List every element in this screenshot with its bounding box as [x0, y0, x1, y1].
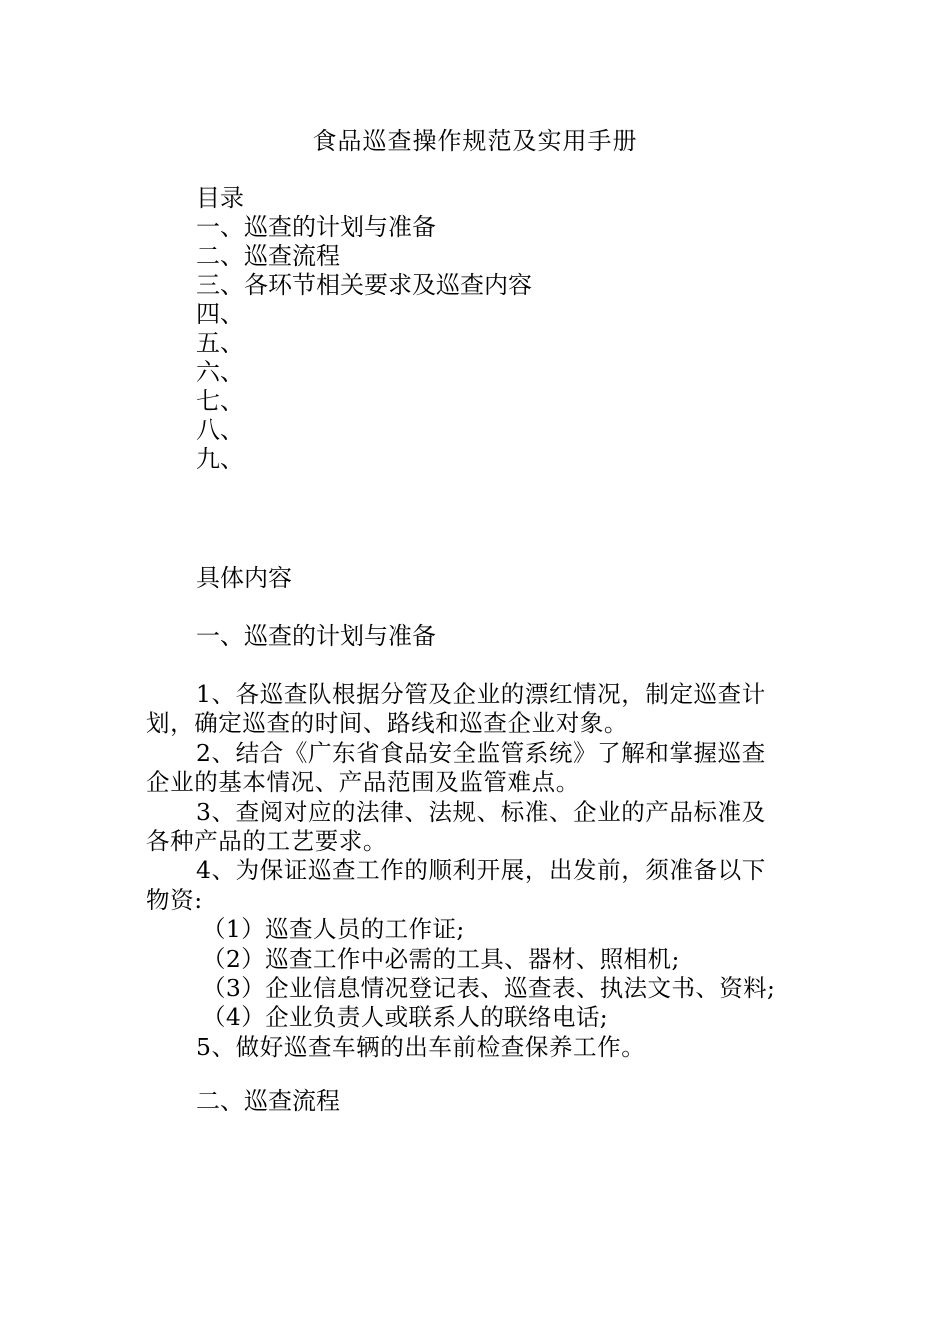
section-heading: 一、巡查的计划与准备: [196, 622, 436, 650]
list-item: （1）巡查人员的工作证;: [202, 915, 465, 944]
toc-item: 六、: [196, 358, 244, 386]
toc-item: 五、: [196, 329, 244, 357]
list-item: （3）企业信息情况登记表、巡查表、执法文书、资料;: [202, 974, 776, 1003]
toc-item: 九、: [196, 445, 244, 473]
toc-item: 一、巡查的计划与准备: [196, 213, 436, 241]
toc-item: 四、: [196, 300, 244, 328]
paragraph: 3、查阅对应的法律、法规、标准、企业的产品标准及 各种产品的工艺要求。: [146, 797, 766, 856]
table-of-contents: [196, 184, 532, 474]
list-item: （2）巡查工作中必需的工具、器材、照相机;: [202, 944, 680, 973]
toc-heading: 目录: [196, 184, 244, 212]
list-item: （4）企业负责人或联系人的联络电话;: [202, 1003, 609, 1032]
section-body: [146, 680, 806, 1062]
toc-item: 二、巡查流程: [196, 242, 340, 270]
paragraph: 1、各巡查队根据分管及企业的漂红情况，制定巡查计 划，确定巡查的时间、路线和巡查企业对象。: [146, 680, 766, 738]
toc-item: 三、各环节相关要求及巡查内容: [196, 271, 532, 299]
paragraph: 2、结合《广东省食品安全监管系统》了解和掌握巡查 企业的基本情况、产品范围及监管难点。: [146, 738, 766, 797]
paragraph: 5、做好巡查车辆的出车前检查保养工作。: [196, 1032, 646, 1061]
document-title: 食品巡查操作规范及实用手册: [312, 127, 638, 155]
toc-item: 七、: [196, 387, 244, 415]
toc-item: 八、: [196, 416, 244, 444]
paragraph: 4、为保证巡查工作的顺利开展，出发前，须准备以下 物资:: [146, 856, 766, 914]
section-heading: 二、巡查流程: [196, 1087, 340, 1115]
content-heading: 具体内容: [196, 564, 292, 592]
